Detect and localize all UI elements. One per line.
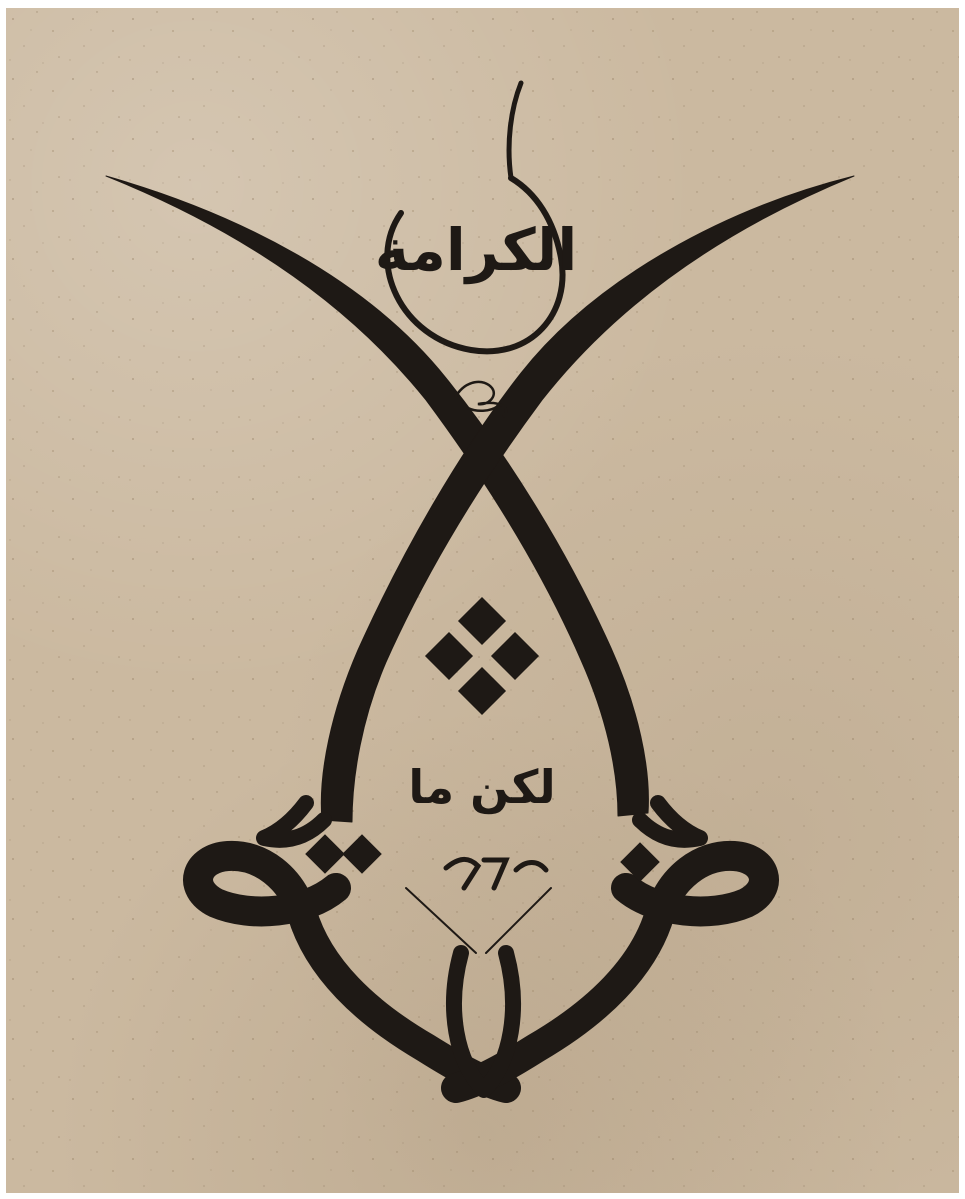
- calligraphy-artwork: [6, 8, 959, 1193]
- middle-word-text: لكن ما: [408, 760, 556, 814]
- paper-background: [6, 8, 959, 1193]
- top-word-text: الكرامة: [374, 216, 578, 284]
